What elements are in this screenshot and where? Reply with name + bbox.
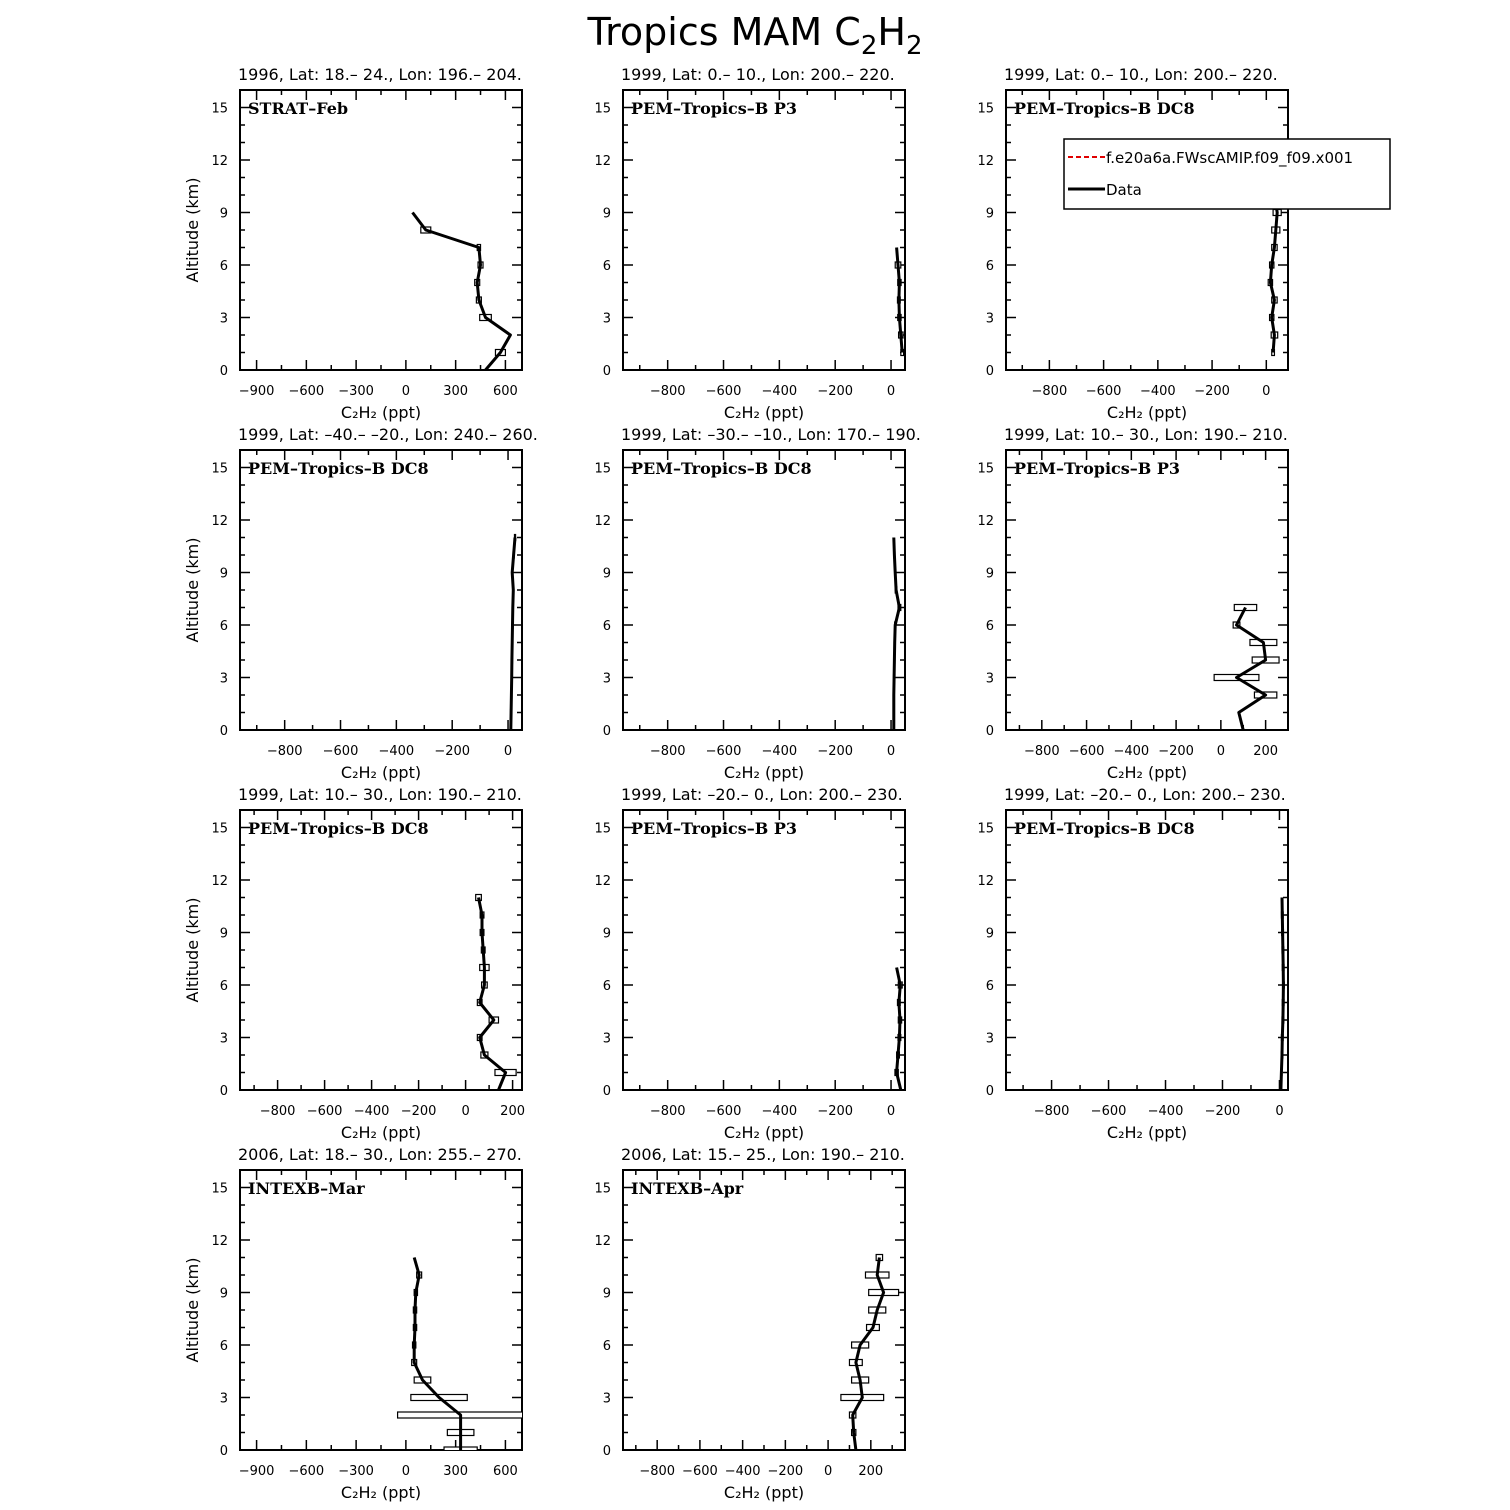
x-tick-label: −600 [1090, 1104, 1127, 1119]
y-tick-label: 0 [602, 1444, 611, 1459]
x-tick-label: 200 [500, 1104, 526, 1119]
series-data [841, 1255, 899, 1451]
y-tick-label: 9 [219, 1286, 228, 1302]
panel-frame [240, 450, 522, 730]
y-tick-label: 3 [219, 311, 228, 327]
y-tick-label: 0 [602, 1084, 611, 1099]
y-tick-label: 12 [977, 874, 994, 889]
panels-group [183, 65, 1288, 1502]
x-tick-label: −600 [705, 744, 742, 759]
x-axis-label: C₂H₂ (ppt) [1106, 763, 1188, 782]
x-tick-label: 0 [823, 1464, 833, 1479]
y-tick-label: 9 [219, 206, 228, 222]
y-tick-label: 3 [219, 1391, 228, 1407]
x-tick-label: −800 [649, 1104, 686, 1119]
campaign-label: STRAT–Feb [248, 99, 349, 118]
x-axis-label: C₂H₂ (ppt) [723, 403, 805, 422]
panel-header: 1999, Lat: 10.– 30., Lon: 190.– 210. [238, 785, 522, 804]
panel-header: 1996, Lat: 18.– 24., Lon: 196.– 204. [238, 65, 522, 84]
x-tick-label: 0 [886, 384, 896, 399]
panel-frame [240, 90, 522, 370]
x-tick-label: −400 [724, 1464, 761, 1479]
panel-frame [623, 450, 905, 730]
x-axis-label: C₂H₂ (ppt) [723, 1123, 805, 1142]
panel-header: 1999, Lat: –40.– –20., Lon: 240.– 260. [238, 425, 538, 444]
campaign-label: INTEXB–Mar [248, 1179, 365, 1198]
x-tick-label: −200 [1194, 384, 1230, 399]
x-tick-label: −600 [705, 1104, 742, 1119]
x-tick-label: −600 [682, 1464, 718, 1479]
y-tick-label: 15 [211, 101, 228, 117]
panel-header: 1999, Lat: –20.– 0., Lon: 200.– 230. [621, 785, 903, 804]
y-tick-label: 12 [211, 874, 228, 889]
y-tick-label: 9 [602, 206, 611, 222]
panel-3 [977, 65, 1288, 422]
y-tick-label: 0 [985, 1084, 994, 1099]
x-axis-label: C₂H₂ (ppt) [340, 1483, 422, 1502]
x-tick-label: 0 [461, 1104, 470, 1119]
y-tick-label: 3 [602, 311, 611, 327]
y-tick-label: 3 [985, 311, 994, 327]
series-data [413, 213, 511, 371]
y-tick-label: 9 [985, 566, 994, 582]
panel-frame [623, 810, 905, 1090]
x-tick-label: −200 [400, 1104, 437, 1119]
x-tick-label: −800 [259, 1104, 296, 1119]
x-axis-label: C₂H₂ (ppt) [1106, 1123, 1188, 1142]
series-data [1281, 898, 1284, 1091]
panel-7 [183, 785, 525, 1142]
y-tick-label: 12 [594, 154, 611, 169]
y-tick-label: 0 [219, 1084, 228, 1099]
panel-4 [183, 425, 538, 782]
x-tick-label: −800 [1033, 1104, 1070, 1119]
y-tick-label: 12 [211, 1234, 228, 1249]
y-tick-label: 12 [977, 154, 994, 169]
y-tick-label: 15 [594, 821, 611, 837]
y-tick-label: 3 [602, 1391, 611, 1407]
x-tick-label: −400 [761, 744, 798, 759]
y-tick-label: 6 [602, 1339, 611, 1354]
data-series-line [894, 538, 900, 731]
y-tick-label: 0 [219, 724, 228, 739]
y-tick-label: 6 [219, 1339, 228, 1354]
y-tick-label: 12 [594, 874, 611, 889]
panel-header: 1999, Lat: –20.– 0., Lon: 200.– 230. [1004, 785, 1286, 804]
x-tick-label: 300 [443, 1464, 469, 1479]
y-tick-label: 15 [977, 461, 994, 477]
campaign-label: PEM–Tropics–B P3 [1014, 459, 1181, 478]
panel-11 [594, 1145, 905, 1502]
x-tick-label: 200 [1253, 744, 1279, 759]
x-tick-label: −200 [434, 744, 471, 759]
campaign-label: PEM–Tropics–B P3 [631, 99, 798, 118]
y-tick-label: 15 [211, 461, 228, 477]
y-tick-label: 0 [602, 364, 611, 379]
x-tick-label: −300 [338, 1464, 374, 1479]
series-data [895, 248, 903, 356]
y-axis-label: Altitude (km) [183, 1257, 202, 1363]
panel-8 [594, 785, 905, 1142]
y-tick-label: 15 [594, 1181, 611, 1197]
x-tick-label: −400 [761, 384, 798, 399]
x-tick-label: 300 [443, 384, 469, 399]
x-tick-label: −200 [1204, 1104, 1241, 1119]
data-series-line [479, 898, 506, 1091]
x-tick-label: −400 [378, 744, 415, 759]
legend-data-label: Data [1106, 181, 1142, 199]
y-tick-label: 0 [985, 364, 994, 379]
x-tick-label: −400 [353, 1104, 390, 1119]
y-tick-label: 15 [594, 461, 611, 477]
panel-frame [623, 1170, 905, 1450]
campaign-label: PEM–Tropics–B DC8 [631, 459, 812, 478]
x-tick-label: 0 [401, 1464, 411, 1479]
x-tick-label: −600 [705, 384, 742, 399]
panel-frame [1006, 90, 1288, 370]
y-tick-label: 6 [985, 259, 994, 274]
y-tick-label: 12 [977, 514, 994, 529]
y-tick-label: 6 [219, 619, 228, 634]
y-tick-label: 9 [602, 566, 611, 582]
campaign-label: PEM–Tropics–B DC8 [248, 459, 429, 478]
x-tick-label: 0 [886, 744, 896, 759]
panel-2 [594, 65, 905, 422]
x-tick-label: 600 [492, 384, 518, 399]
y-tick-label: 15 [977, 101, 994, 117]
x-tick-label: −600 [288, 384, 325, 399]
y-tick-label: 9 [219, 926, 228, 942]
x-tick-label: −600 [322, 744, 359, 759]
data-series-line [853, 1258, 884, 1451]
series-data [476, 895, 516, 1091]
y-tick-label: 9 [985, 926, 994, 942]
panel-header: 1999, Lat: 0.– 10., Lon: 200.– 220. [621, 65, 895, 84]
y-tick-label: 12 [211, 514, 228, 529]
campaign-label: PEM–Tropics–B DC8 [1014, 99, 1195, 118]
x-tick-label: −200 [767, 1464, 804, 1479]
main-title: Tropics MAM $C_2H_2$ [587, 10, 923, 61]
data-series-line [413, 213, 511, 371]
x-tick-label: −400 [761, 1104, 798, 1119]
x-tick-label: −200 [817, 744, 854, 759]
y-tick-label: 3 [985, 671, 994, 687]
x-tick-label: −600 [1068, 744, 1105, 759]
x-axis-label: C₂H₂ (ppt) [340, 403, 422, 422]
x-tick-label: 0 [503, 744, 513, 759]
x-axis-label: C₂H₂ (ppt) [723, 1483, 805, 1502]
panel-header: 2006, Lat: 18.– 30., Lon: 255.– 270. [238, 1145, 522, 1164]
panel-header: 1999, Lat: 10.– 30., Lon: 190.– 210. [1004, 425, 1288, 444]
y-tick-label: 3 [219, 1031, 228, 1047]
x-tick-label: −400 [1113, 744, 1150, 759]
y-tick-label: 15 [211, 1181, 228, 1197]
panel-frame [1006, 450, 1288, 730]
x-tick-label: −800 [649, 744, 686, 759]
panel-frame [1006, 810, 1288, 1090]
y-tick-label: 15 [977, 821, 994, 837]
y-tick-label: 3 [602, 671, 611, 687]
x-tick-label: −400 [1139, 384, 1176, 399]
panel-10 [183, 1145, 524, 1502]
x-tick-label: −800 [639, 1464, 676, 1479]
data-series-line [1237, 608, 1266, 731]
y-tick-label: 6 [602, 259, 611, 274]
y-tick-label: 6 [985, 979, 994, 994]
x-tick-label: −200 [1158, 744, 1194, 759]
x-tick-label: −800 [266, 744, 303, 759]
y-tick-label: 3 [602, 1031, 611, 1047]
y-tick-label: 9 [602, 926, 611, 942]
y-tick-label: 12 [594, 514, 611, 529]
x-tick-label: 0 [1262, 384, 1271, 399]
x-tick-label: 600 [492, 1464, 518, 1479]
x-tick-label: 200 [858, 1464, 884, 1479]
panel-frame [240, 810, 522, 1090]
x-tick-label: −600 [306, 1104, 343, 1119]
y-tick-label: 9 [985, 206, 994, 222]
legend-model-label: f.e20a6a.FWscAMIP.f09_f09.x001 [1106, 149, 1354, 167]
legend [1064, 139, 1390, 209]
y-tick-label: 9 [602, 1286, 611, 1302]
x-tick-label: −300 [338, 384, 374, 399]
x-tick-label: 0 [886, 1104, 896, 1119]
x-tick-label: 0 [1275, 1104, 1284, 1119]
x-tick-label: −800 [649, 384, 686, 399]
series-data [895, 968, 902, 1091]
panel-header: 1999, Lat: 0.– 10., Lon: 200.– 220. [1004, 65, 1278, 84]
y-tick-label: 0 [219, 364, 228, 379]
campaign-label: PEM–Tropics–B DC8 [248, 819, 429, 838]
data-series-line [414, 1258, 460, 1451]
campaign-label: INTEXB–Apr [631, 1179, 744, 1198]
y-tick-label: 6 [219, 979, 228, 994]
y-tick-label: 3 [219, 671, 228, 687]
data-series-line [1281, 898, 1284, 1091]
panel-header: 1999, Lat: –30.– –10., Lon: 170.– 190. [621, 425, 921, 444]
series-data [893, 538, 901, 731]
y-tick-label: 12 [594, 1234, 611, 1249]
panel-9 [977, 785, 1288, 1142]
y-axis-label: Altitude (km) [183, 177, 202, 283]
y-tick-label: 3 [985, 1031, 994, 1047]
y-tick-label: 6 [602, 619, 611, 634]
x-tick-label: −800 [1031, 384, 1068, 399]
y-tick-label: 9 [219, 566, 228, 582]
data-series-line [511, 538, 515, 731]
x-axis-label: C₂H₂ (ppt) [340, 763, 422, 782]
panel-frame [240, 1170, 522, 1450]
y-tick-label: 15 [594, 101, 611, 117]
series-data [511, 535, 516, 731]
y-tick-label: 0 [602, 724, 611, 739]
panel-header: 2006, Lat: 15.– 25., Lon: 190.– 210. [621, 1145, 905, 1164]
y-tick-label: 6 [985, 619, 994, 634]
x-tick-label: −200 [817, 1104, 854, 1119]
x-tick-label: −900 [238, 1464, 275, 1479]
y-tick-label: 12 [211, 154, 228, 169]
x-tick-label: −400 [1147, 1104, 1184, 1119]
series-data [1214, 605, 1279, 731]
y-axis-label: Altitude (km) [183, 537, 202, 643]
y-tick-label: 0 [985, 724, 994, 739]
x-tick-label: 0 [401, 384, 411, 399]
x-axis-label: C₂H₂ (ppt) [340, 1123, 422, 1142]
x-tick-label: −600 [288, 1464, 325, 1479]
series-data [398, 1258, 524, 1454]
x-tick-label: −200 [817, 384, 854, 399]
x-axis-label: C₂H₂ (ppt) [1106, 403, 1188, 422]
y-tick-label: 6 [602, 979, 611, 994]
campaign-label: PEM–Tropics–B DC8 [1014, 819, 1195, 838]
x-tick-label: −600 [1085, 384, 1122, 399]
y-tick-label: 0 [219, 1444, 228, 1459]
campaign-label: PEM–Tropics–B P3 [631, 819, 798, 838]
x-axis-label: C₂H₂ (ppt) [723, 763, 805, 782]
y-tick-label: 15 [211, 821, 228, 837]
x-tick-label: 0 [1216, 744, 1225, 759]
panel-frame [623, 90, 905, 370]
x-tick-label: −800 [1023, 744, 1060, 759]
y-axis-label: Altitude (km) [183, 897, 202, 1003]
x-tick-label: −900 [238, 384, 275, 399]
panel-6 [977, 425, 1288, 782]
panel-5 [594, 425, 920, 782]
panel-1 [183, 65, 522, 422]
y-tick-label: 6 [219, 259, 228, 274]
